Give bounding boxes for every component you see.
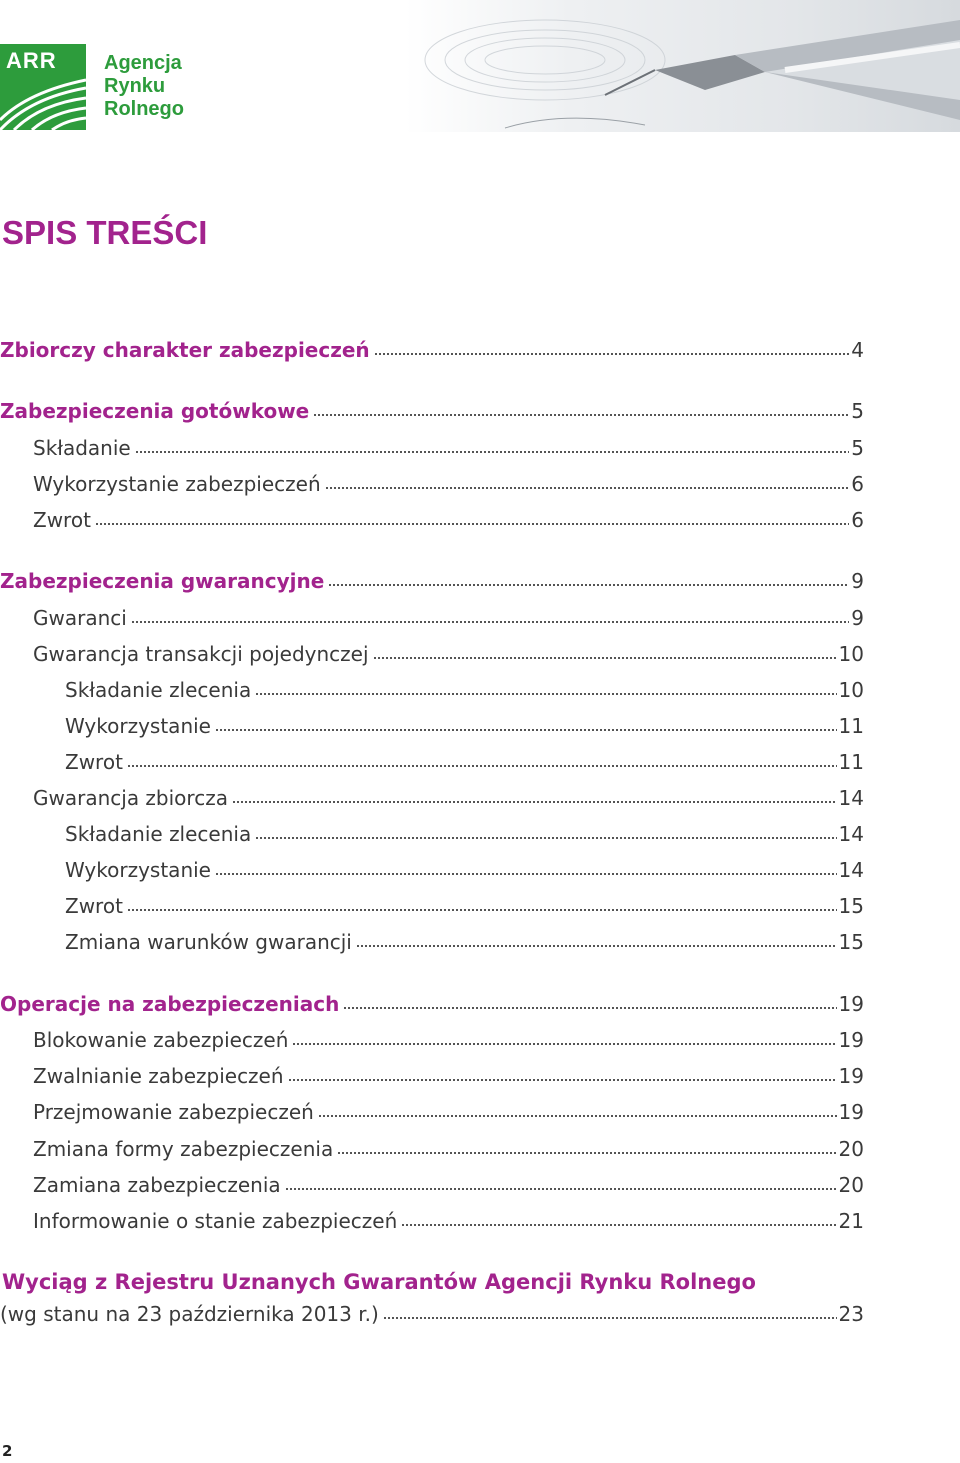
toc-entry-zmiana-formy[interactable] [0,1133,864,1161]
toc-entry-label: Zbiorczy charakter zabezpieczeń [0,338,370,362]
fountain-pen-icon [405,0,960,132]
toc-entry-label: Zwrot [33,508,91,532]
dot-leader [288,1078,837,1082]
toc-entry-wykorzystanie-zabezpieczen[interactable] [0,468,864,496]
toc-entry-informowanie[interactable] [0,1205,864,1233]
dot-leader [328,583,849,587]
toc-entry-page: 10 [838,678,864,702]
toc-entry-page: 6 [851,508,864,532]
toc-entry-zwrot-pojedyncza[interactable] [0,746,864,774]
dot-leader [255,692,836,696]
toc-entry-label: Zwalnianie zabezpieczeń [33,1064,284,1088]
toc-entry-label: Zmiana warunków gwarancji [65,930,352,954]
toc-entry-page: 11 [838,750,864,774]
toc-entry-label: (wg stanu na 23 października 2013 r.) [0,1302,379,1326]
toc-entry-page: 21 [838,1209,864,1233]
toc-entry-gwarancja-pojedyncza[interactable] [0,638,864,666]
toc-entry-zamiana[interactable] [0,1169,864,1197]
toc-entry-label: Blokowanie zabezpieczeń [33,1028,289,1052]
dot-leader [356,944,837,948]
field-lines-icon [0,78,86,130]
toc-entry-label: Składanie [33,436,131,460]
toc-entry-page: 19 [838,1064,864,1088]
toc-entry-przejmowanie[interactable] [0,1096,864,1124]
toc-entry-label: Gwarancja transakcji pojedynczej [33,642,369,666]
dot-leader [337,1151,836,1155]
toc-entry-skladanie-zlecenia-zbiorcza[interactable] [0,818,864,846]
toc-entry-wyciag[interactable] [0,1298,864,1326]
toc-entry-label: Zamiana zabezpieczenia [33,1173,281,1197]
toc-entry-page: 10 [838,642,864,666]
toc-entry-blokowanie[interactable] [0,1024,864,1052]
logo-emblem [0,44,86,130]
header-pen-photo [405,0,960,132]
toc-entry-page: 6 [851,472,864,496]
toc-entry-zwrot[interactable] [0,504,864,532]
dot-leader [318,1114,837,1118]
dot-leader [383,1316,837,1320]
dot-leader [131,620,849,624]
page-title: SPIS TREŚCI [2,214,208,251]
dot-leader [127,764,837,768]
toc-entry-zmiana-warunkow[interactable] [0,926,864,954]
toc-entry-page: 19 [838,1100,864,1124]
toc-entry-label: Zabezpieczenia gotówkowe [0,399,310,423]
toc-entry-page: 15 [838,894,864,918]
toc-entry-label: Wykorzystanie zabezpieczeń [33,472,321,496]
toc-entry-label: Zwrot [65,750,123,774]
toc-entry-label: Składanie zlecenia [65,678,252,702]
dot-leader [255,836,836,840]
dot-leader [215,872,837,876]
toc-entry-page: 15 [838,930,864,954]
logo-name [104,52,214,121]
toc-entry-label: Zabezpieczenia gwarancyjne [0,569,325,593]
toc-entry-zwalnianie[interactable] [0,1060,864,1088]
toc-entry-label: Gwarancja zbiorcza [33,786,228,810]
toc-entry-skladanie[interactable] [0,432,864,460]
toc-entry-page: 5 [851,436,864,460]
toc-entry-zbiorczy[interactable] [0,334,864,362]
toc-entry-gwarancja-zbiorcza[interactable] [0,782,864,810]
dot-leader [127,908,837,912]
dot-leader [215,728,837,732]
toc-section-title-wyciag[interactable]: Wyciąg z Rejestru Uznanych Gwarantów Agencji Rynku Rolnego [2,1270,756,1294]
dot-leader [374,352,850,356]
toc-entry-page: 20 [838,1173,864,1197]
toc-entry-page: 9 [851,569,864,593]
page-number: 2 [2,1442,13,1460]
toc-entry-page: 9 [851,606,864,630]
toc-entry-label: Informowanie o stanie zabezpieczeń [33,1209,398,1233]
toc-entry-label: Zwrot [65,894,123,918]
dot-leader [313,413,849,417]
toc-entry-page: 14 [838,822,864,846]
toc-entry-page: 20 [838,1137,864,1161]
toc-entry-label: Przejmowanie zabezpieczeń [33,1100,314,1124]
toc-entry-wykorzystanie[interactable] [0,710,864,738]
toc-entry-page: 23 [838,1302,864,1326]
dot-leader [401,1223,836,1227]
dot-leader [292,1042,836,1046]
dot-leader [285,1187,837,1191]
toc-entry-label: Składanie zlecenia [65,822,252,846]
dot-leader [95,522,849,526]
toc-entry-zwrot-zbiorcza[interactable] [0,890,864,918]
toc-entry-page: 5 [851,399,864,423]
logo-abbreviation: ARR [6,48,57,73]
toc-entry-gotowkowe[interactable] [0,395,864,423]
dot-leader [343,1006,836,1010]
toc-entry-gwarancyjne[interactable] [0,565,864,593]
toc-entry-label: Gwaranci [33,606,127,630]
dot-leader [232,800,837,804]
toc-entry-page: 19 [838,1028,864,1052]
toc-entry-operacje[interactable] [0,988,864,1016]
toc-entry-wykorzystanie-zbiorcza[interactable] [0,854,864,882]
toc-entry-skladanie-zlecenia[interactable] [0,674,864,702]
toc-entry-label: Wykorzystanie [65,714,211,738]
toc-entry-page: 14 [838,858,864,882]
toc-entry-label: Wykorzystanie [65,858,211,882]
dot-leader [325,486,850,490]
toc-entry-page: 4 [851,338,864,362]
dot-leader [373,656,837,660]
toc-entry-page: 14 [838,786,864,810]
toc-entry-gwaranci[interactable] [0,602,864,630]
toc-entry-page: 11 [838,714,864,738]
toc-entry-label: Zmiana formy zabezpieczenia [33,1137,334,1161]
logo-name-text: Agencja Rynku Rolnego [104,52,184,120]
toc-entry-label: Operacje na zabezpieczeniach [0,992,340,1016]
toc-entry-page: 19 [838,992,864,1016]
dot-leader [135,450,850,454]
arr-logo [0,44,220,134]
